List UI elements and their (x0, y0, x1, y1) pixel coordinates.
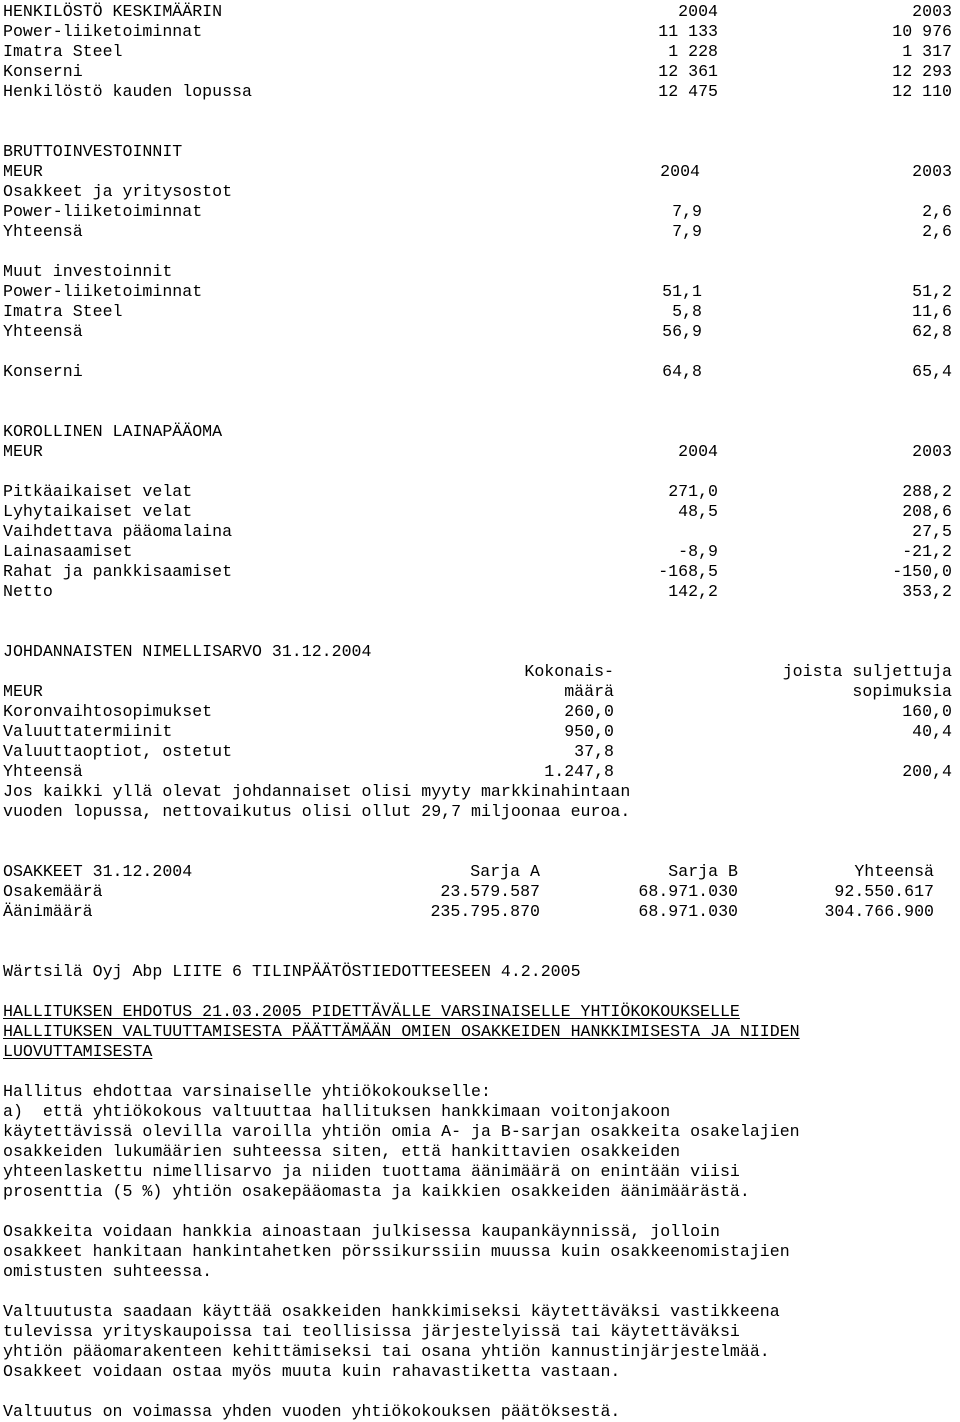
column-header: 2003 (912, 442, 952, 461)
subheading: Muut investoinnit (3, 262, 173, 281)
paragraph-line (3, 1122, 957, 1142)
paragraph-line (3, 1222, 957, 1242)
value-series-b: 68.971.030 (638, 882, 738, 901)
row-label: Vaihdettava pääomalaina (3, 522, 233, 541)
subheading: Osakkeet ja yritysostot (3, 182, 233, 201)
paragraph-text: yhteenlaskettu nimellisarvo ja niiden tuottama äänimäärä on enintään viisi (3, 1162, 740, 1181)
table-row (3, 302, 957, 322)
value-2003: 2,6 (922, 222, 952, 241)
row-label: Yhteensä (3, 322, 83, 341)
row-label: Imatra Steel (3, 302, 123, 321)
paragraph-line (3, 1242, 957, 1262)
blank-line (3, 942, 957, 962)
value-2003: 62,8 (912, 322, 952, 341)
row-label: Koronvaihtosopimukset (3, 702, 213, 721)
blank-line (3, 382, 957, 402)
blank-line (3, 1382, 957, 1402)
unit-label: MEUR (3, 682, 43, 701)
column-header: 2004 (660, 162, 700, 181)
paragraph-line (3, 1142, 957, 1162)
heading-row (3, 1002, 957, 1022)
blank-line (3, 1062, 957, 1082)
blank-line (3, 242, 957, 262)
document (3, 2, 957, 1422)
header-row (3, 682, 957, 702)
section-title: BRUTTOINVESTOINNIT (3, 142, 183, 161)
total-row (3, 362, 957, 382)
paragraph-line (3, 1322, 957, 1342)
paragraph-line (3, 1402, 957, 1422)
blank-line (3, 842, 957, 862)
table-row (3, 282, 957, 302)
table-row (3, 542, 957, 562)
column-header: Yhteensä (854, 862, 934, 881)
blank-line (3, 622, 957, 642)
value-2004: -8,9 (678, 542, 718, 561)
value-total: 950,0 (564, 722, 614, 741)
paragraph-line (3, 1362, 957, 1382)
value-2003: 12 110 (892, 82, 952, 101)
paragraph-text: yhtiön pääomarakenteen kehittämiseksi tai osana yhtiön kannustinjärjestelmää. (3, 1342, 770, 1361)
value-closed: 160,0 (902, 702, 952, 721)
row-label: Power-liiketoiminnat (3, 202, 203, 221)
heading-row (3, 962, 957, 982)
section-title: JOHDANNAISTEN NIMELLISARVO 31.12.2004 (3, 642, 372, 661)
unit-label: MEUR (3, 162, 43, 181)
subheading-row (3, 182, 957, 202)
blank-line (3, 462, 957, 482)
table-row (3, 42, 957, 62)
row-label: Äänimäärä (3, 902, 93, 921)
note-text: Jos kaikki yllä olevat johdannaiset olisi myyty markkinahintaan (3, 782, 631, 801)
unit-row (3, 162, 957, 182)
value-2003: -21,2 (902, 542, 952, 561)
value-2004: 5,8 (672, 302, 702, 321)
paragraph-line (3, 1262, 957, 1282)
paragraph-text: Valtuutus on voimassa yhden vuoden yhtiökokouksen päätöksestä. (3, 1402, 621, 1421)
note-line (3, 802, 957, 822)
blank-line (3, 922, 957, 942)
value-2003: 2,6 (922, 202, 952, 221)
row-label: Valuuttatermiinit (3, 722, 173, 741)
row-label: Konserni (3, 62, 83, 81)
blank-line (3, 602, 957, 622)
paragraph-text: Osakkeita voidaan hankkia ainoastaan julkisessa kaupankäynnissä, jolloin (3, 1222, 720, 1241)
table-row (3, 202, 957, 222)
value-total: 304.766.900 (824, 902, 934, 921)
value-total: 1.247,8 (544, 762, 614, 781)
section-title-row (3, 142, 957, 162)
column-header: 2004 (678, 442, 718, 461)
row-label: Rahat ja pankkisaamiset (3, 562, 233, 581)
value-2004: 51,1 (662, 282, 702, 301)
section-title: OSAKKEET 31.12.2004 (3, 862, 193, 881)
row-label: Lyhytaikaiset velat (3, 502, 193, 521)
column-header: sopimuksia (852, 682, 952, 701)
blank-line (3, 402, 957, 422)
blank-line (3, 122, 957, 142)
row-label: Osakemäärä (3, 882, 103, 901)
value-2003: 51,2 (912, 282, 952, 301)
table-row (3, 762, 957, 782)
row-label: Power-liiketoiminnat (3, 22, 203, 41)
value-closed: 200,4 (902, 762, 952, 781)
value-2004: 12 475 (658, 82, 718, 101)
value-2003: 10 976 (892, 22, 952, 41)
personnel-header-row (3, 2, 957, 22)
column-header: Sarja A (470, 862, 540, 881)
value-2004: 11 133 (658, 22, 718, 41)
paragraph-line (3, 1102, 957, 1122)
row-label: Konserni (3, 362, 83, 381)
table-row (3, 722, 957, 742)
table-row (3, 902, 957, 922)
note-line (3, 782, 957, 802)
paragraph-text: tulevissa yrityskaupoissa tai teollisissa järjestelyissä tai käytettäväksi (3, 1322, 740, 1341)
value-closed: 40,4 (912, 722, 952, 741)
unit-label: MEUR (3, 442, 43, 461)
value-2004: 142,2 (668, 582, 718, 601)
column-header: Kokonais- (524, 662, 614, 681)
proposal-heading: HALLITUKSEN VALTUUTTAMISESTA PÄÄTTÄMÄÄN OMIEN OSAKKEIDEN HANKKIMISESTA JA NIIDEN (3, 1022, 800, 1041)
section-title-row (3, 422, 957, 442)
value-2003: -150,0 (892, 562, 952, 581)
appendix-heading: Wärtsilä Oyj Abp LIITE 6 TILINPÄÄTÖSTIEDOTTEESEEN 4.2.2005 (3, 962, 581, 981)
paragraph-text: Osakkeet voidaan ostaa myös muuta kuin rahavastiketta vastaan. (3, 1362, 621, 1381)
row-label: Yhteensä (3, 762, 83, 781)
blank-line (3, 102, 957, 122)
table-row (3, 742, 957, 762)
row-label: Pitkäaikaiset velat (3, 482, 193, 501)
header-row (3, 862, 957, 882)
paragraph-line (3, 1082, 957, 1102)
value-2004: 48,5 (678, 502, 718, 521)
column-header: joista suljettuja (782, 662, 952, 681)
paragraph-text: Valtuutusta saadaan käyttää osakkeiden hankkimiseksi käytettäväksi vastikkeena (3, 1302, 780, 1321)
column-header: 2004 (678, 2, 718, 21)
value-2004: 271,0 (668, 482, 718, 501)
table-row (3, 582, 957, 602)
paragraph-text: käytettävissä olevilla varoilla yhtiön omia A- ja B-sarjan osakkeita osakelajien (3, 1122, 800, 1141)
value-2004: 7,9 (672, 202, 702, 221)
value-2003: 12 293 (892, 62, 952, 81)
value-total: 92.550.617 (834, 882, 934, 901)
table-row (3, 322, 957, 342)
column-header: määrä (564, 682, 614, 701)
value-2004: 7,9 (672, 222, 702, 241)
table-row (3, 82, 957, 102)
column-header: 2003 (912, 162, 952, 181)
value-2003: 65,4 (912, 362, 952, 381)
row-label: Imatra Steel (3, 42, 123, 61)
paragraph-line (3, 1162, 957, 1182)
value-series-a: 235.795.870 (430, 902, 540, 921)
paragraph-text: prosenttia (5 %) yhtiön osakepääomasta ja kaikkien osakkeiden äänimäärästä. (3, 1182, 750, 1201)
table-row (3, 702, 957, 722)
blank-line (3, 1202, 957, 1222)
value-2004: 1 228 (668, 42, 718, 61)
value-2004: 12 361 (658, 62, 718, 81)
blank-line (3, 342, 957, 362)
proposal-heading: LUOVUTTAMISESTA (3, 1042, 153, 1061)
value-2003: 27,5 (912, 522, 952, 541)
table-row (3, 502, 957, 522)
value-2003: 11,6 (912, 302, 952, 321)
note-text: vuoden lopussa, nettovaikutus olisi ollut 29,7 miljoonaa euroa. (3, 802, 631, 821)
blank-line (3, 1282, 957, 1302)
row-label: Henkilöstö kauden lopussa (3, 82, 252, 101)
heading-row (3, 1042, 957, 1062)
paragraph-text: Hallitus ehdottaa varsinaiselle yhtiökokoukselle: (3, 1082, 491, 1101)
row-label: Netto (3, 582, 53, 601)
paragraph-text: a) että yhtiökokous valtuuttaa hallituksen hankkimaan voitonjakoon (3, 1102, 671, 1121)
value-2003: 288,2 (902, 482, 952, 501)
heading-row (3, 1022, 957, 1042)
paragraph-text: omistusten suhteessa. (3, 1262, 213, 1281)
table-row (3, 222, 957, 242)
table-row (3, 482, 957, 502)
row-label: Valuuttaoptiot, ostetut (3, 742, 233, 761)
value-2004: 56,9 (662, 322, 702, 341)
section-title: KOROLLINEN LAINAPÄÄOMA (3, 422, 223, 441)
row-label: Yhteensä (3, 222, 83, 241)
table-row (3, 62, 957, 82)
paragraph-line (3, 1342, 957, 1362)
table-row (3, 882, 957, 902)
proposal-heading: HALLITUKSEN EHDOTUS 21.03.2005 PIDETTÄVÄLLE VARSINAISELLE YHTIÖKOKOUKSELLE (3, 1002, 740, 1021)
value-series-a: 23.579.587 (440, 882, 540, 901)
table-row (3, 22, 957, 42)
value-2004: 64,8 (662, 362, 702, 381)
row-label: Power-liiketoiminnat (3, 282, 203, 301)
blank-line (3, 982, 957, 1002)
unit-row (3, 442, 957, 462)
paragraph-text: osakkeet hankitaan hankintahetken pörssikurssiin muussa kuin osakkeenomistajien (3, 1242, 790, 1261)
column-header: Sarja B (668, 862, 738, 881)
column-header: 2003 (912, 2, 952, 21)
value-2003: 208,6 (902, 502, 952, 521)
paragraph-text: osakkeiden lukumäärien suhteessa siten, että hankittavien osakkeiden (3, 1142, 681, 1161)
value-2004: -168,5 (658, 562, 718, 581)
header-row (3, 662, 957, 682)
value-series-b: 68.971.030 (638, 902, 738, 921)
paragraph-line (3, 1182, 957, 1202)
row-label: Lainasaamiset (3, 542, 133, 561)
section-title-row (3, 642, 957, 662)
blank-line (3, 822, 957, 842)
value-total: 37,8 (574, 742, 614, 761)
value-2003: 1 317 (902, 42, 952, 61)
section-title: HENKILÖSTÖ KESKIMÄÄRIN (3, 2, 223, 21)
subheading-row (3, 262, 957, 282)
value-2003: 353,2 (902, 582, 952, 601)
value-total: 260,0 (564, 702, 614, 721)
paragraph-line (3, 1302, 957, 1322)
table-row (3, 522, 957, 542)
table-row (3, 562, 957, 582)
